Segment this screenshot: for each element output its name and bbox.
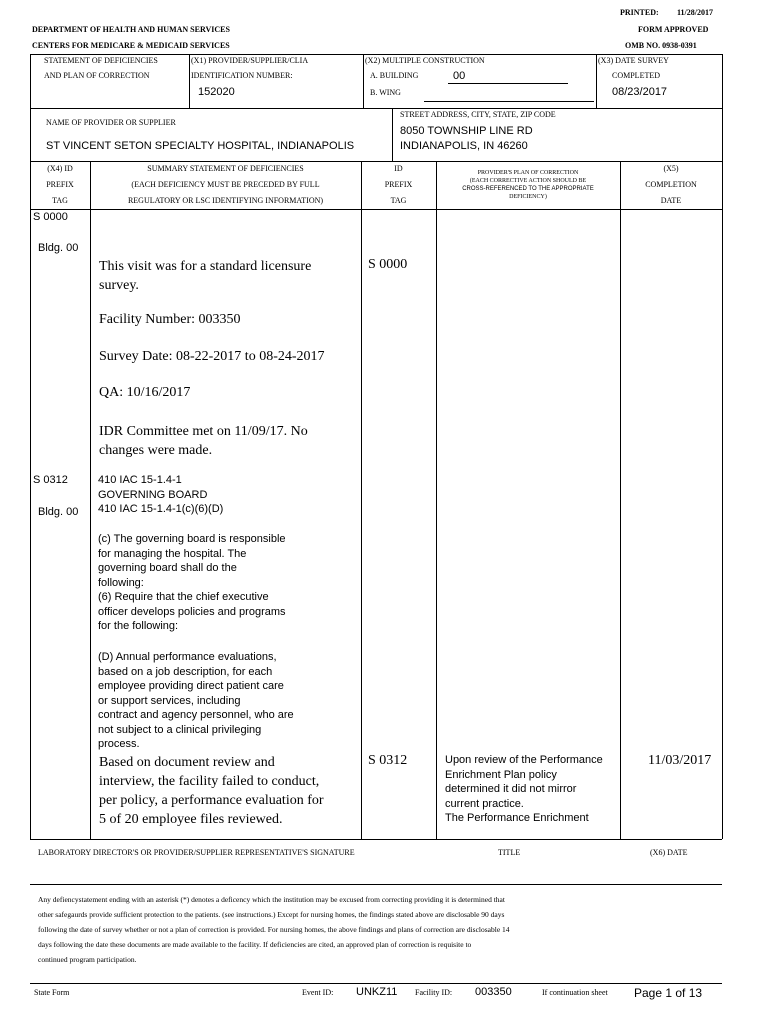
plan-of-correction-text: Upon review of the Performance Enrichment Plan policy determined it did not mirror current practice. The Performance Enrichment [445,754,603,824]
signature-label: LABORATORY DIRECTOR'S OR PROVIDER/SUPPLIER REPRESENTATIVE'S SIGNATURE [38,848,355,857]
x1-label-1: (X1) PROVIDER/SUPPLIER/CLIA [191,56,309,65]
x5-header-3: DATE [660,196,682,205]
facility-id-value: 003350 [475,986,512,998]
wing-label: B. WING [370,88,401,97]
survey-date: Survey Date: 08-22-2017 to 08-24-2017 [99,349,325,364]
plan-header-2: (EACH CORRECTIVE ACTION SHOULD BE [469,178,587,184]
tag-s0312-left: S 0312 [33,474,68,486]
state-form-label: State Form [34,988,70,997]
summary-header-3: REGULATORY OR LSC IDENTIFYING INFORMATION) [127,196,324,205]
paragraph-c: (c) The governing board is responsible for managing the hospital. The governing board shall do the following: (6) Require that the chief executive officer develops policies and programs for the following: [98,533,286,632]
x4-header-3: TAG [52,196,68,205]
facility-id-label: Facility ID: [415,988,453,997]
x5-header-2: COMPLETION [645,180,697,189]
visit-text: This visit was for a standard licensure survey. [99,259,312,293]
continuation-label: If continuation sheet [542,988,608,997]
regulation-text: 410 IAC 15-1.4-1 GOVERNING BOARD 410 IAC 15-1.4-1(c)(6)(D) [98,474,224,515]
completion-date: 11/03/2017 [648,753,712,768]
statement-label-2: AND PLAN OF CORRECTION [44,71,150,80]
page-number: Page 1 of 13 [634,986,703,1000]
bldg-label-2: Bldg. 00 [38,506,79,518]
x1-label-2: IDENTIFICATION NUMBER: [191,71,293,80]
id-header-3: TAG [390,196,407,205]
omb-number: OMB NO. 0938-0391 [625,41,697,50]
address-label: STREET ADDRESS, CITY, STATE, ZIP CODE [400,110,556,119]
plan-header-3: CROSS-REFERENCED TO THE APPROPRIATE [462,186,594,192]
tag-s0312-right: S 0312 [368,753,408,768]
plan-header-4: DEFICIENCY) [509,194,547,200]
id-header-2: PREFIX [384,180,413,189]
form-approved: FORM APPROVED [638,25,709,34]
printed-label: PRINTED: [620,8,659,17]
x6-date-label: (X6) DATE [650,848,688,857]
x3-label-2: COMPLETED [612,71,660,80]
provider-id-value: 152020 [198,86,235,98]
title-label: TITLE [498,848,521,857]
centers-title: CENTERS FOR MEDICARE & MEDICAID SERVICES [32,41,230,50]
qa-date: QA: 10/16/2017 [99,385,191,400]
x5-header-1: (X5) [663,164,679,173]
department-title: DEPARTMENT OF HEALTH AND HUMAN SERVICES [32,25,230,34]
provider-name-label: NAME OF PROVIDER OR SUPPLIER [46,118,176,127]
provider-name: ST VINCENT SETON SPECIALTY HOSPITAL, INDIANAPOLIS [46,140,355,152]
finding-text: Based on document review and interview, the facility failed to conduct, per policy, a performance evaluation for 5 of 20 employee files reviewed. [99,755,324,827]
idr-text: IDR Committee met on 11/09/17. No changes were made. [99,424,308,458]
summary-header-1: SUMMARY STATEMENT OF DEFICIENCIES [147,164,304,173]
tag-s0000-left: S 0000 [33,211,68,223]
x4-header-1: (X4) ID [47,164,73,173]
disclaimer-text: Any defiencystatement ending with an asterisk (*) denotes a deficency which the institution may be excused from correcting providing it is determined that other safegaurds provide sufficient protection to the patients. (see instructions.) Except for nursing homes, the findings stated above are disclosable 90 days following the date of survey whether or not a plan of correction is provided. For nursing homes, the above findings and plans of correction are disclosable 14 days following the date these documents are made available to the facility. If deficiencies are cited, an approved plan of correction is requisite to continued program participation. [38,895,510,964]
event-id-value: UNKZ11 [356,986,398,998]
address-line2: INDIANAPOLIS, IN 46260 [400,140,528,152]
plan-header-1: PROVIDER'S PLAN OF CORRECTION [477,170,579,176]
building-label: A. BUILDING [370,71,419,80]
x4-header-2: PREFIX [46,180,74,189]
bldg-label-1: Bldg. 00 [38,242,79,254]
x2-label: (X2) MULTIPLE CONSTRUCTION [365,56,485,65]
printed-date: 11/28/2017 [677,8,714,17]
x3-label-1: (X3) DATE SURVEY [598,56,669,65]
address-line1: 8050 TOWNSHIP LINE RD [400,125,533,137]
tag-s0000-right: S 0000 [368,257,408,272]
facility-number: Facility Number: 003350 [99,312,241,327]
event-id-label: Event ID: [302,988,334,997]
building-value: 00 [453,70,466,82]
summary-header-2: (EACH DEFICIENCY MUST BE PRECEDED BY FULL [131,180,320,189]
statement-label-1: STATEMENT OF DEFICIENCIES [44,56,158,65]
survey-completed-date: 08/23/2017 [612,86,668,98]
id-header-1: ID [394,164,403,173]
paragraph-d: (D) Annual performance evaluations, based on a job description, for each employee providing direct patient care or support services, including contract and agency personnel, who are not subject to a clinical privileging process. [98,651,294,750]
